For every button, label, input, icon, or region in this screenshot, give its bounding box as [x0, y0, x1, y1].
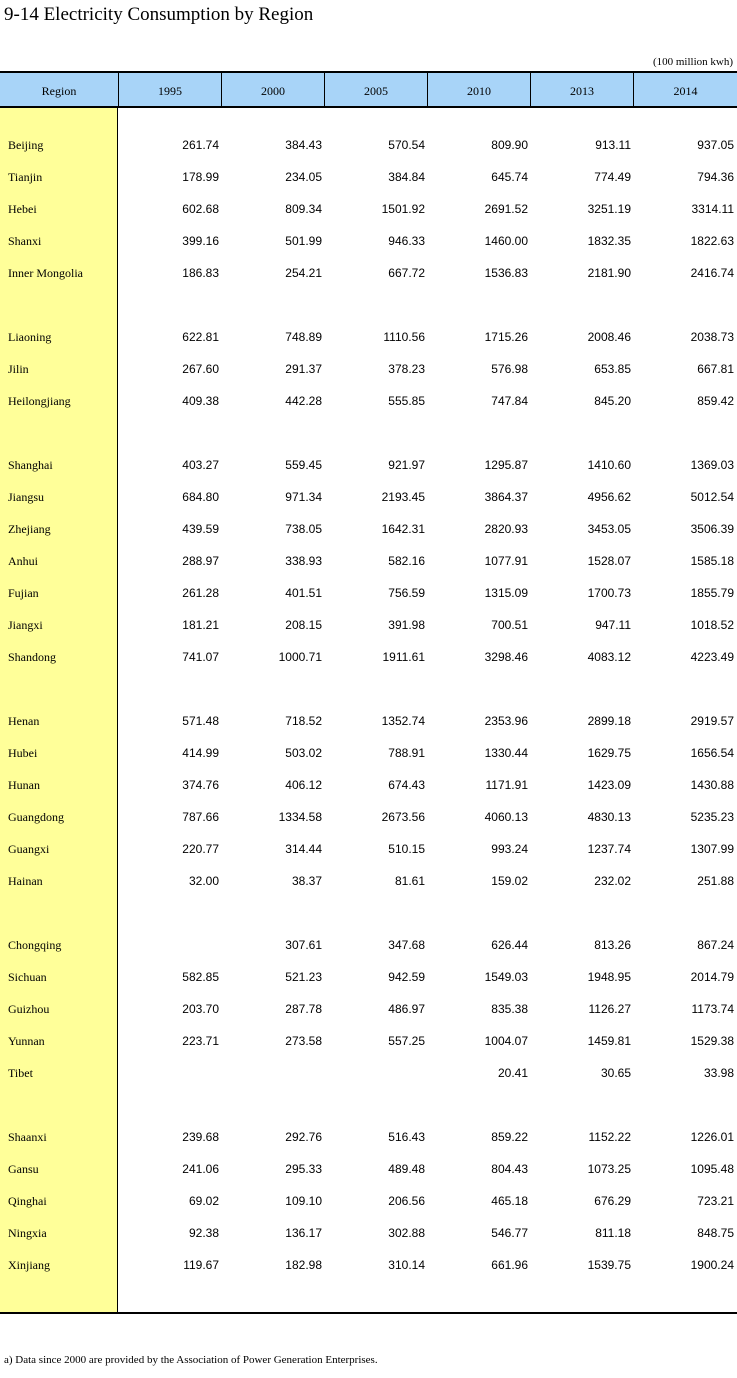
value-cell-2013: 1629.75	[587, 746, 631, 760]
value-cell-2010: 1715.26	[484, 330, 528, 344]
value-cell-2005: 81.61	[394, 874, 425, 888]
region-name: Guangdong	[8, 810, 64, 824]
table-row	[0, 609, 737, 641]
value-cell-2010: 804.43	[491, 1162, 528, 1176]
value-cell-2000: 292.76	[285, 1130, 322, 1144]
value-cell-2010: 1171.91	[485, 778, 528, 792]
value-cell-2014: 867.24	[697, 938, 734, 952]
value-cell-2005: 788.91	[388, 746, 425, 760]
value-cell-2010: 159.02	[491, 874, 528, 888]
value-cell-2013: 1459.81	[587, 1034, 631, 1048]
table-row	[0, 225, 737, 257]
value-cell-1995: 186.83	[182, 266, 219, 280]
value-cell-2000: 738.05	[285, 522, 322, 536]
value-cell-2000: 521.23	[285, 970, 322, 984]
value-cell-2013: 676.29	[594, 1194, 631, 1208]
value-cell-1995: 261.74	[182, 138, 219, 152]
table-header	[0, 71, 737, 108]
value-cell-2013: 2899.18	[587, 714, 631, 728]
value-cell-2010: 1549.03	[484, 970, 528, 984]
value-cell-2014: 1900.24	[690, 1258, 734, 1272]
value-cell-2013: 774.49	[594, 170, 631, 184]
value-cell-2000: 406.12	[285, 778, 322, 792]
value-cell-2014: 5235.23	[690, 810, 734, 824]
value-cell-2010: 1295.87	[484, 458, 528, 472]
value-cell-2013: 1832.35	[587, 234, 631, 248]
region-name: Jiangsu	[8, 490, 44, 504]
value-cell-2010: 1330.44	[484, 746, 528, 760]
table-row	[0, 1121, 737, 1153]
value-cell-2005: 946.33	[388, 234, 425, 248]
value-cell-2014: 5012.54	[690, 490, 734, 504]
table-bottom-rule	[0, 1312, 737, 1314]
table-row	[0, 769, 737, 801]
value-cell-1995: 203.70	[182, 1002, 219, 1016]
value-cell-2014: 1173.74	[691, 1002, 734, 1016]
value-cell-2013: 653.85	[594, 362, 631, 376]
region-name: Guizhou	[8, 1002, 50, 1016]
region-name: Hunan	[8, 778, 40, 792]
value-cell-2000: 273.58	[285, 1034, 322, 1048]
region-name: Tibet	[8, 1066, 33, 1080]
header-region: Region	[41, 84, 77, 98]
value-cell-2000: 503.02	[285, 746, 322, 760]
value-cell-2010: 993.24	[491, 842, 528, 856]
value-cell-2000: 38.37	[291, 874, 322, 888]
region-name: Sichuan	[8, 970, 47, 984]
table-row	[0, 385, 737, 417]
value-cell-2010: 700.51	[491, 618, 528, 632]
value-cell-2014: 33.98	[703, 1066, 734, 1080]
region-name: Shanxi	[8, 234, 42, 248]
value-cell-2013: 1539.75	[587, 1258, 631, 1272]
value-cell-2010: 661.96	[491, 1258, 528, 1272]
region-name: Hebei	[8, 202, 37, 216]
value-cell-2005: 582.16	[388, 554, 425, 568]
value-cell-1995: 374.76	[182, 778, 219, 792]
value-cell-2000: 234.05	[285, 170, 322, 184]
value-cell-2010: 1315.09	[484, 586, 528, 600]
value-cell-2005: 667.72	[388, 266, 425, 280]
value-cell-2010: 1460.00	[484, 234, 528, 248]
value-cell-2005: 756.59	[388, 586, 425, 600]
table-row	[0, 801, 737, 833]
value-cell-2000: 295.33	[285, 1162, 322, 1176]
value-cell-1995: 92.38	[188, 1226, 219, 1240]
region-name: Inner Mongolia	[8, 266, 83, 280]
value-cell-2010: 3864.37	[484, 490, 528, 504]
value-cell-2014: 937.05	[697, 138, 734, 152]
value-cell-1995: 787.66	[182, 810, 219, 824]
table-row	[0, 737, 737, 769]
value-cell-2010: 645.74	[491, 170, 528, 184]
value-cell-2013: 1126.27	[588, 1002, 631, 1016]
value-cell-2000: 287.78	[285, 1002, 322, 1016]
table-row	[0, 929, 737, 961]
value-cell-2013: 947.11	[595, 618, 631, 632]
region-name: Yunnan	[8, 1034, 45, 1048]
region-name: Henan	[8, 714, 40, 728]
value-cell-2005: 570.54	[388, 138, 425, 152]
value-cell-2013: 3251.19	[587, 202, 631, 216]
region-name: Jilin	[8, 362, 29, 376]
value-cell-2010: 809.90	[491, 138, 528, 152]
value-cell-2005: 1642.31	[381, 522, 425, 536]
value-cell-1995: 267.60	[182, 362, 219, 376]
value-cell-2014: 723.21	[697, 1194, 734, 1208]
value-cell-2000: 182.98	[285, 1258, 322, 1272]
value-cell-2014: 2416.74	[690, 266, 734, 280]
value-cell-2005: 1110.56	[383, 330, 425, 344]
value-cell-2010: 2691.52	[484, 202, 528, 216]
table-row	[0, 705, 737, 737]
region-name: Chongqing	[8, 938, 62, 952]
value-cell-2000: 384.43	[285, 138, 322, 152]
table-row	[0, 321, 737, 353]
value-cell-2005: 391.98	[388, 618, 425, 632]
value-cell-2010: 465.18	[491, 1194, 528, 1208]
value-cell-2005: 674.43	[388, 778, 425, 792]
value-cell-2000: 748.89	[285, 330, 322, 344]
value-cell-2014: 848.75	[697, 1226, 734, 1240]
header-2000: 2000	[221, 73, 324, 106]
region-name: Shaanxi	[8, 1130, 47, 1144]
value-cell-1995: 403.27	[182, 458, 219, 472]
value-cell-1995: 69.02	[188, 1194, 219, 1208]
value-cell-1995: 239.68	[182, 1130, 219, 1144]
value-cell-2000: 109.10	[285, 1194, 322, 1208]
table-row	[0, 481, 737, 513]
value-cell-2014: 794.36	[697, 170, 734, 184]
value-cell-2005: 206.56	[388, 1194, 425, 1208]
value-cell-2005: 384.84	[388, 170, 425, 184]
value-cell-2010: 3298.46	[484, 650, 528, 664]
value-cell-2005: 1352.74	[381, 714, 425, 728]
value-cell-2014: 1430.88	[690, 778, 734, 792]
region-name: Jiangxi	[8, 618, 43, 632]
region-name: Ningxia	[8, 1226, 47, 1240]
value-cell-2014: 859.42	[697, 394, 734, 408]
page-title: 9-14 Electricity Consumption by Region	[4, 4, 314, 25]
region-name: Heilongjiang	[8, 394, 71, 408]
table-row	[0, 449, 737, 481]
value-cell-2005: 516.43	[388, 1130, 425, 1144]
region-name: Gansu	[8, 1162, 39, 1176]
value-cell-1995: 223.71	[182, 1034, 219, 1048]
value-cell-2000: 254.21	[285, 266, 322, 280]
value-cell-2014: 2919.57	[690, 714, 734, 728]
region-name: Guangxi	[8, 842, 50, 856]
table-row	[0, 129, 737, 161]
value-cell-2005: 510.15	[388, 842, 425, 856]
value-cell-2005: 378.23	[388, 362, 425, 376]
region-name: Beijing	[8, 138, 44, 152]
table-row	[0, 1025, 737, 1057]
table-row	[0, 1185, 737, 1217]
value-cell-2014: 1307.99	[690, 842, 734, 856]
value-cell-2010: 1004.07	[484, 1034, 528, 1048]
value-cell-1995: 622.81	[182, 330, 219, 344]
value-cell-2013: 30.65	[600, 1066, 631, 1080]
table-row	[0, 577, 737, 609]
value-cell-2013: 1237.74	[587, 842, 631, 856]
table-row	[0, 1217, 737, 1249]
value-cell-2010: 20.41	[497, 1066, 528, 1080]
value-cell-2014: 3314.11	[691, 202, 734, 216]
value-cell-2005: 921.97	[388, 458, 425, 472]
table-row	[0, 1153, 737, 1185]
value-cell-2013: 4083.12	[587, 650, 631, 664]
value-cell-2005: 1911.61	[382, 650, 425, 664]
value-cell-2000: 314.44	[285, 842, 322, 856]
value-cell-2005: 2673.56	[381, 810, 425, 824]
value-cell-2013: 1528.07	[587, 554, 631, 568]
value-cell-2010: 4060.13	[484, 810, 528, 824]
value-cell-2013: 811.18	[595, 1226, 631, 1240]
value-cell-2010: 2820.93	[484, 522, 528, 536]
value-cell-2005: 555.85	[388, 394, 425, 408]
region-name: Hubei	[8, 746, 38, 760]
value-cell-2000: 1334.58	[278, 810, 322, 824]
table-row	[0, 641, 737, 673]
value-cell-2000: 971.34	[285, 490, 322, 504]
value-cell-2005: 942.59	[388, 970, 425, 984]
region-name: Tianjin	[8, 170, 43, 184]
value-cell-2014: 251.88	[697, 874, 734, 888]
data-table	[0, 71, 737, 1313]
value-cell-2013: 1152.22	[588, 1130, 631, 1144]
value-cell-2013: 1700.73	[587, 586, 631, 600]
value-cell-2005: 486.97	[388, 1002, 425, 1016]
value-cell-2010: 859.22	[491, 1130, 528, 1144]
value-cell-2013: 232.02	[594, 874, 631, 888]
table-row	[0, 353, 737, 385]
value-cell-2013: 2181.90	[587, 266, 631, 280]
value-cell-2014: 1529.38	[690, 1034, 734, 1048]
header-2010: 2010	[427, 73, 530, 106]
header-1995: 1995	[118, 73, 221, 106]
value-cell-2000: 718.52	[285, 714, 322, 728]
value-cell-2014: 1822.63	[690, 234, 734, 248]
value-cell-2000: 291.37	[285, 362, 322, 376]
value-cell-2014: 667.81	[697, 362, 734, 376]
value-cell-2010: 747.84	[491, 394, 528, 408]
value-cell-2005: 302.88	[388, 1226, 425, 1240]
value-cell-2010: 626.44	[491, 938, 528, 952]
value-cell-1995: 741.07	[182, 650, 219, 664]
value-cell-2010: 1536.83	[484, 266, 528, 280]
region-name: Shanghai	[8, 458, 53, 472]
value-cell-2013: 2008.46	[587, 330, 631, 344]
region-name: Fujian	[8, 586, 39, 600]
value-cell-2014: 1095.48	[690, 1162, 734, 1176]
value-cell-2000: 501.99	[285, 234, 322, 248]
header-2014: 2014	[633, 73, 737, 106]
value-cell-1995: 582.85	[182, 970, 219, 984]
table-row	[0, 833, 737, 865]
table-row	[0, 993, 737, 1025]
value-cell-2014: 1855.79	[690, 586, 734, 600]
value-cell-1995: 261.28	[182, 586, 219, 600]
value-cell-1995: 399.16	[182, 234, 219, 248]
table-row	[0, 513, 737, 545]
value-cell-2005: 557.25	[388, 1034, 425, 1048]
value-cell-1995: 119.67	[183, 1258, 219, 1272]
value-cell-2005: 1501.92	[381, 202, 425, 216]
value-cell-2014: 2038.73	[690, 330, 734, 344]
value-cell-2013: 4830.13	[587, 810, 631, 824]
value-cell-1995: 414.99	[182, 746, 219, 760]
region-name: Qinghai	[8, 1194, 47, 1208]
value-cell-2000: 208.15	[285, 618, 322, 632]
value-cell-2014: 3506.39	[690, 522, 734, 536]
value-cell-2014: 1226.01	[690, 1130, 734, 1144]
table-row	[0, 257, 737, 289]
value-cell-2000: 338.93	[285, 554, 322, 568]
value-cell-2010: 1077.91	[484, 554, 528, 568]
footnote: a) Data since 2000 are provided by the Association of Power Generation Enterprises.	[4, 1354, 378, 1366]
value-cell-1995: 684.80	[182, 490, 219, 504]
table-row	[0, 865, 737, 897]
value-cell-2014: 1585.18	[690, 554, 734, 568]
value-cell-2010: 546.77	[491, 1226, 528, 1240]
value-cell-2005: 489.48	[388, 1162, 425, 1176]
value-cell-1995: 439.59	[182, 522, 219, 536]
value-cell-2010: 576.98	[491, 362, 528, 376]
value-cell-1995: 181.21	[182, 618, 219, 632]
value-cell-1995: 241.06	[182, 1162, 219, 1176]
value-cell-1995: 409.38	[182, 394, 219, 408]
table-row	[0, 545, 737, 577]
region-name: Shandong	[8, 650, 56, 664]
table-row	[0, 193, 737, 225]
region-name: Hainan	[8, 874, 43, 888]
value-cell-2013: 1410.60	[587, 458, 631, 472]
value-cell-1995: 602.68	[182, 202, 219, 216]
region-name: Anhui	[8, 554, 38, 568]
value-cell-2010: 2353.96	[484, 714, 528, 728]
value-cell-1995: 32.00	[188, 874, 219, 888]
value-cell-2000: 559.45	[285, 458, 322, 472]
value-cell-2013: 913.11	[595, 138, 631, 152]
value-cell-2005: 310.14	[388, 1258, 425, 1272]
value-cell-2013: 813.26	[594, 938, 631, 952]
value-cell-2014: 1369.03	[690, 458, 734, 472]
value-cell-2000: 442.28	[285, 394, 322, 408]
value-cell-2013: 1948.95	[587, 970, 631, 984]
table-row	[0, 1057, 737, 1089]
value-cell-2005: 2193.45	[381, 490, 425, 504]
value-cell-2000: 1000.71	[278, 650, 322, 664]
table-row	[0, 961, 737, 993]
value-cell-2013: 1073.25	[587, 1162, 631, 1176]
value-cell-2014: 1018.52	[690, 618, 734, 632]
unit-label: (100 million kwh)	[652, 56, 733, 68]
region-name: Liaoning	[8, 330, 52, 344]
value-cell-2014: 4223.49	[690, 650, 734, 664]
value-cell-2010: 835.38	[491, 1002, 528, 1016]
value-cell-2013: 845.20	[594, 394, 631, 408]
region-name: Xinjiang	[8, 1258, 50, 1272]
value-cell-2000: 307.61	[285, 938, 322, 952]
value-cell-1995: 288.97	[182, 554, 219, 568]
value-cell-2013: 1423.09	[587, 778, 631, 792]
value-cell-2005: 347.68	[388, 938, 425, 952]
value-cell-2014: 2014.79	[690, 970, 734, 984]
header-2013: 2013	[530, 73, 633, 106]
value-cell-2000: 136.17	[285, 1226, 322, 1240]
value-cell-2013: 4956.62	[587, 490, 631, 504]
value-cell-1995: 178.99	[182, 170, 219, 184]
region-name: Zhejiang	[8, 522, 51, 536]
header-2005: 2005	[324, 73, 427, 106]
value-cell-1995: 571.48	[182, 714, 219, 728]
table-row	[0, 1249, 737, 1281]
value-cell-2000: 401.51	[285, 586, 322, 600]
value-cell-1995: 220.77	[182, 842, 219, 856]
table-row	[0, 161, 737, 193]
value-cell-2000: 809.34	[285, 202, 322, 216]
value-cell-2013: 3453.05	[587, 522, 631, 536]
value-cell-2014: 1656.54	[690, 746, 734, 760]
